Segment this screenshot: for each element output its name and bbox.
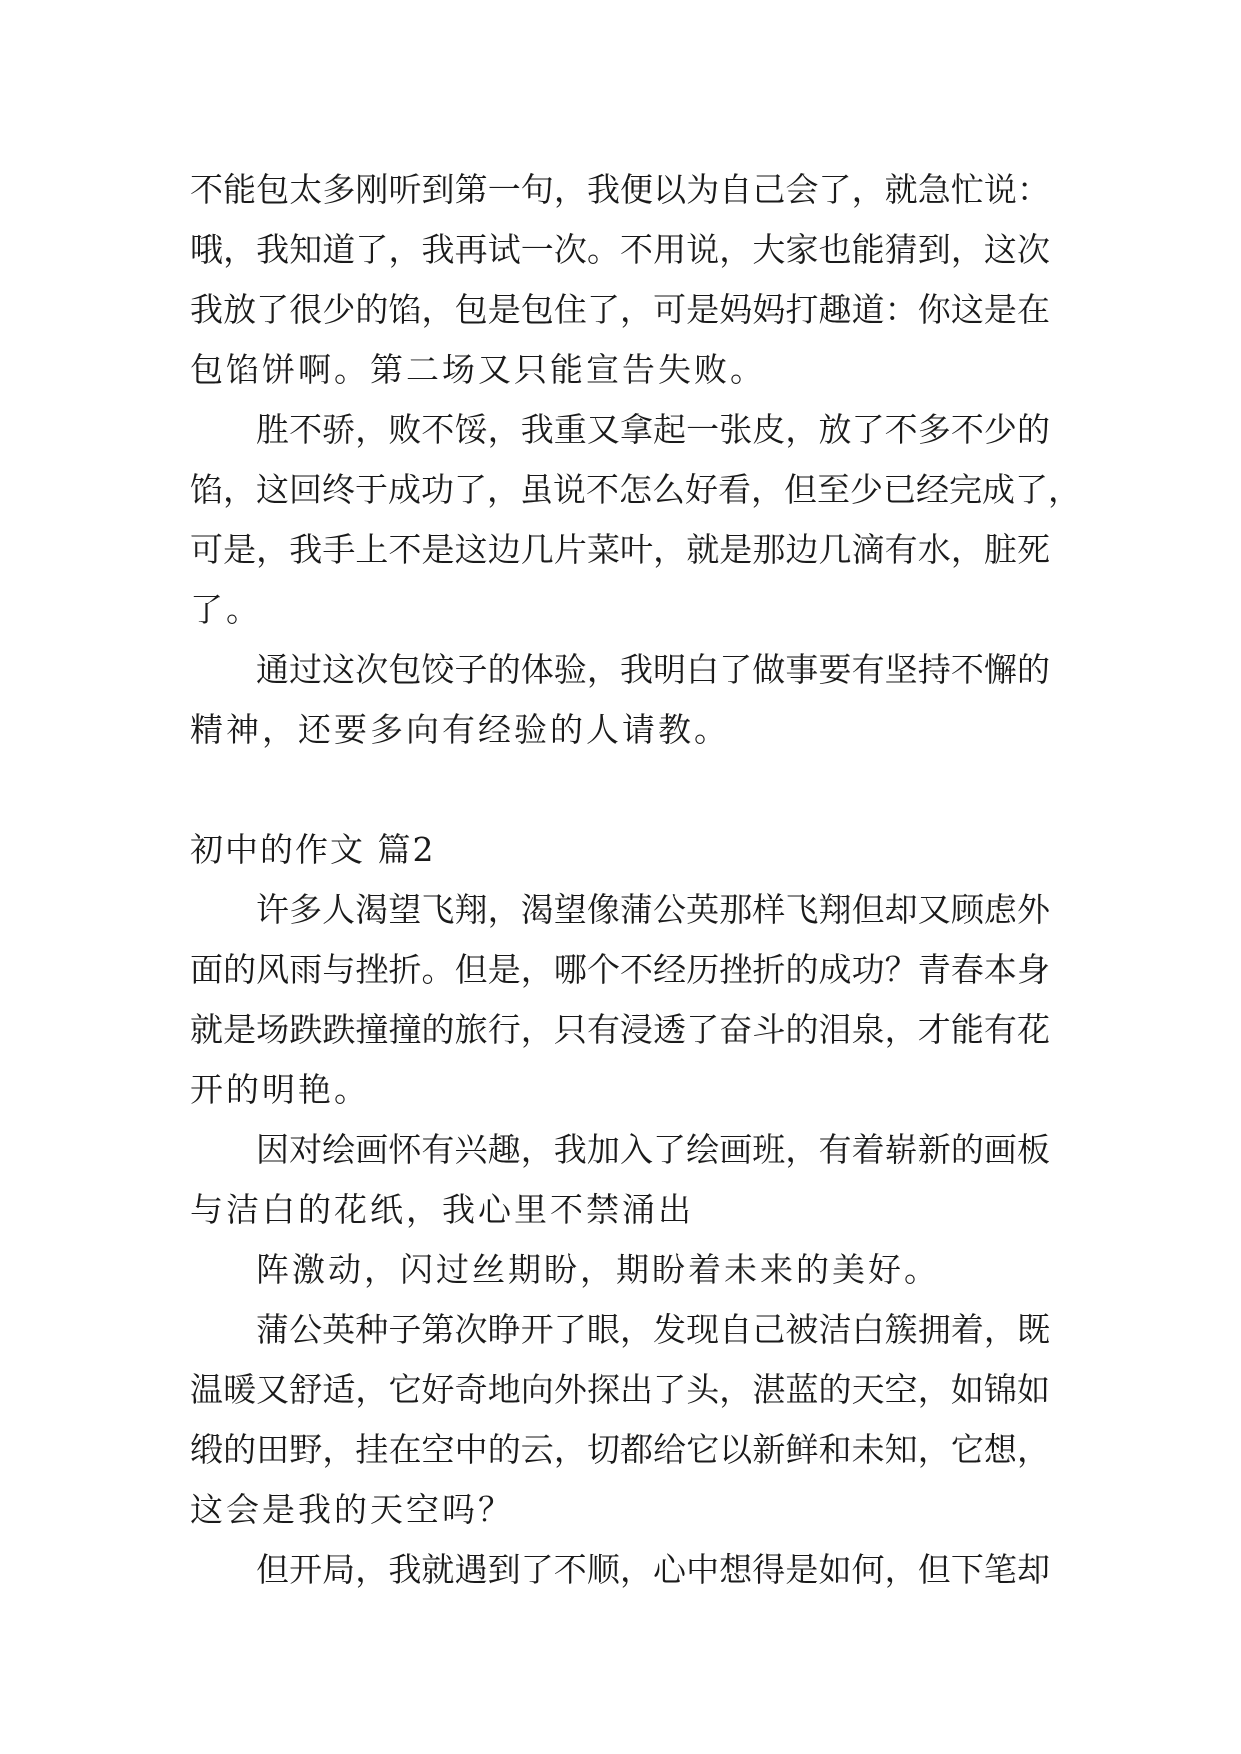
text-line: 可是，我手上不是这边几片菜叶，就是那边几滴有水，脏死: [190, 530, 1050, 569]
paragraph: [190, 1120, 1050, 1240]
text-line: 开的明艳。: [190, 1070, 370, 1109]
paragraph: [190, 160, 1050, 400]
text-line: 温暖又舒适，它好奇地向外探出了头，湛蓝的天空，如锦如: [190, 1370, 1050, 1409]
text-line: 馅，这回终于成功了，虽说不怎么好看，但至少已经完成了，: [190, 470, 1081, 509]
section-heading: 初中的作文 篇2: [190, 830, 436, 869]
text-line: 缎的田野，挂在空中的云，切都给它以新鲜和未知，它想，: [190, 1430, 1050, 1469]
document-body: [190, 160, 1081, 1600]
paragraph: [190, 400, 1081, 640]
text-line: 因对绘画怀有兴趣，我加入了绘画班，有着崭新的画板: [256, 1130, 1050, 1169]
text-line: 蒲公英种子第次睁开了眼，发现自己被洁白簇拥着，既: [256, 1310, 1050, 1349]
paragraph: [190, 640, 1050, 760]
text-line: 胜不骄，败不馁，我重又拿起一张皮，放了不多不少的: [256, 410, 1050, 449]
text-line: 精神，还要多向有经验的人请教。: [190, 710, 730, 749]
text-line: 阵激动，闪过丝期盼，期盼着未来的美好。: [256, 1250, 940, 1289]
text-line: 许多人渴望飞翔，渴望像蒲公英那样飞翔但却又顾虑外: [256, 890, 1050, 929]
paragraph: [190, 1300, 1050, 1540]
text-line: 我放了很少的馅，包是包住了，可是妈妈打趣道：你这是在: [190, 290, 1050, 329]
text-line: 包馅饼啊。第二场又只能宣告失败。: [190, 350, 766, 389]
text-line: 哦，我知道了，我再试一次。不用说，大家也能猜到，这次: [190, 230, 1050, 269]
text-line: 面的风雨与挫折。但是，哪个不经历挫折的成功？青春本身: [190, 950, 1050, 989]
text-line: 但开局，我就遇到了不顺，心中想得是如何，但下笔却: [256, 1550, 1050, 1589]
text-line: 通过这次包饺子的体验，我明白了做事要有坚持不懈的: [256, 650, 1050, 689]
paragraph: [190, 1240, 1050, 1300]
text-line: 就是场跌跌撞撞的旅行，只有浸透了奋斗的泪泉，才能有花: [190, 1010, 1050, 1049]
text-line: 了。: [190, 590, 262, 629]
text-line: 这会是我的天空吗？: [190, 1490, 514, 1529]
section-gap: [190, 760, 1050, 820]
text-line: 与洁白的花纸，我心里不禁涌出: [190, 1190, 694, 1229]
paragraph: [190, 880, 1050, 1120]
paragraph: [190, 1540, 1050, 1600]
text-line: 不能包太多刚听到第一句，我便以为自己会了，就急忙说：: [190, 170, 1050, 209]
